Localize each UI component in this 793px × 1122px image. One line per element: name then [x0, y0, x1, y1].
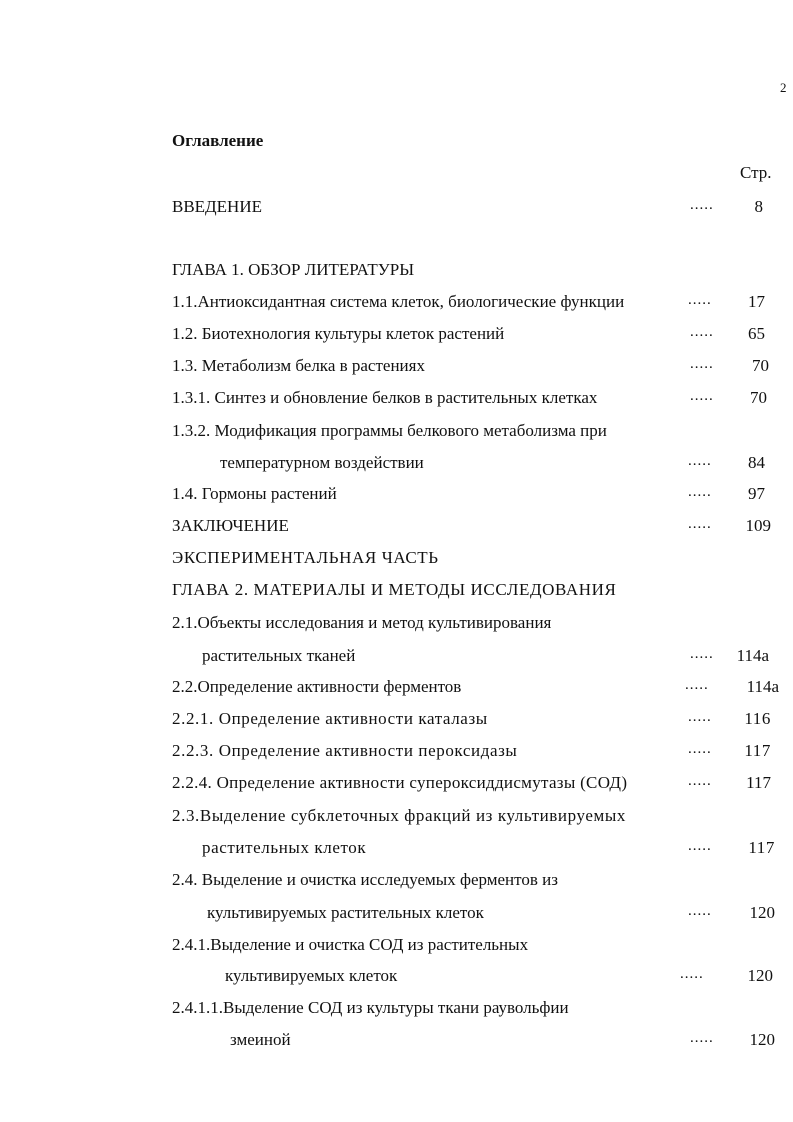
toc-entry: [0, 935, 793, 959]
toc-entry: [0, 292, 793, 316]
toc-entry: [0, 677, 793, 701]
page-number: 2: [780, 80, 787, 95]
toc-entry-page: 84: [748, 453, 765, 472]
toc-entry-leader: .....: [688, 453, 712, 469]
toc-entry-page: 70: [752, 356, 769, 375]
toc-entry-text: 1.3.2. Модификация программы белкового метаболизма при: [172, 421, 607, 440]
toc-entry: [0, 324, 793, 348]
toc-entry-text: ВВЕДЕНИЕ: [172, 197, 262, 216]
toc-entry-leader: .....: [688, 292, 712, 308]
toc-entry-text: 2.2.3. Определение активности пероксидазы: [172, 741, 518, 760]
toc-entry-leader: .....: [690, 356, 714, 372]
toc-entry: [0, 421, 793, 445]
toc-entry: [0, 870, 793, 894]
toc-entry: [0, 646, 793, 670]
toc-entry-leader: .....: [690, 388, 714, 404]
toc-entry-page: 116: [744, 709, 771, 728]
toc-entry-text: 2.2.1. Определение активности каталазы: [172, 709, 488, 728]
toc-entry-page: 97: [748, 484, 765, 503]
toc-entry-leader: .....: [688, 838, 712, 854]
toc-entry-page: 70: [750, 388, 767, 407]
toc-entry: [0, 260, 793, 284]
toc-entry-page: 8: [754, 197, 763, 216]
toc-entry-text: 1.3.1. Синтез и обновление белков в растительных клетках: [172, 388, 598, 407]
toc-entry: [0, 580, 793, 604]
toc-entry: [0, 838, 793, 862]
toc-entry-text: ЭКСПЕРИМЕНТАЛЬНАЯ ЧАСТЬ: [172, 548, 439, 567]
toc-entry-page: 114а: [736, 646, 769, 665]
toc-entry-leader: .....: [688, 903, 712, 919]
toc-entry-text: 2.4. Выделение и очистка исследуемых ферментов из: [172, 870, 558, 889]
toc-entry: [0, 741, 793, 765]
toc-entry-leader: .....: [688, 773, 712, 789]
toc-entry-text: 1.3. Метаболизм белка в растениях: [172, 356, 425, 375]
toc-entry-text: температурном воздействии: [220, 453, 424, 472]
toc-entry-text: 1.4. Гормоны растений: [172, 484, 337, 503]
toc-entry-leader: .....: [690, 324, 714, 340]
toc-entry-leader: .....: [688, 516, 712, 532]
toc-entry-text: культивируемых клеток: [225, 966, 398, 985]
toc-entry-text: 1.2. Биотехнология культуры клеток растений: [172, 324, 505, 343]
toc-entry-text: 2.2.Определение активности ферментов: [172, 677, 462, 696]
toc-entry-page: 117: [748, 838, 775, 857]
toc-entry-page: 120: [747, 966, 773, 985]
toc-entry-text: 1.1.Антиоксидантная система клеток, биологические функции: [172, 292, 625, 311]
toc-entry-text: 2.1.Объекты исследования и метод культивирования: [172, 613, 552, 632]
toc-entry: [0, 613, 793, 637]
toc-entry-leader: .....: [690, 646, 714, 662]
toc-entry-leader: .....: [688, 484, 712, 500]
toc-entry-leader: .....: [688, 709, 712, 725]
toc-entry-text: 2.2.4. Определение активности супероксиддисмутазы (СОД): [172, 773, 628, 792]
toc-entry-page: 65: [748, 324, 765, 343]
toc-entry: [0, 197, 793, 221]
toc-entry: [0, 548, 793, 572]
toc-entry-leader: .....: [685, 677, 709, 693]
toc-entry: [0, 903, 793, 927]
toc-entry-text: 2.3.Выделение субклеточных фракций из культивируемых: [172, 806, 627, 825]
toc-entry-text: 2.4.1.1.Выделение СОД из культуры ткани раувольфии: [172, 998, 569, 1017]
toc-entry: [0, 388, 793, 412]
toc-entry-text: ГЛАВА 2. МАТЕРИАЛЫ И МЕТОДЫ ИССЛЕДОВАНИЯ: [172, 580, 617, 599]
toc-entry-text: ЗАКЛЮЧЕНИЕ: [172, 516, 289, 535]
toc-entry: [0, 453, 793, 477]
toc-entry: [0, 966, 793, 990]
toc-entry: [0, 709, 793, 733]
toc-entry-text: растительных клеток: [202, 838, 367, 857]
toc-entry: [0, 484, 793, 508]
toc-entry-page: 117: [744, 741, 771, 760]
toc-entry: [0, 773, 793, 797]
toc-entry-page: 117: [746, 773, 771, 792]
toc-entry: [0, 1030, 793, 1054]
toc-entry-page: 109: [745, 516, 771, 535]
toc-entry-page: 17: [748, 292, 765, 311]
toc-entry: [0, 806, 793, 830]
page-column-label: Стр.: [740, 163, 772, 182]
toc-entry-leader: .....: [680, 966, 704, 982]
toc-entry-text: змеиной: [230, 1030, 291, 1049]
toc-entry-text: 2.4.1.Выделение и очистка СОД из растительных: [172, 935, 529, 954]
toc-entry-page: 114а: [746, 677, 779, 696]
toc-entry-text: растительных тканей: [202, 646, 356, 665]
toc-entry-page: 120: [749, 1030, 775, 1049]
toc-entry-page: 120: [749, 903, 775, 922]
toc-entry-text: культивируемых растительных клеток: [207, 903, 484, 922]
toc-entry: [0, 516, 793, 540]
toc-entry-text: ГЛАВА 1. ОБЗОР ЛИТЕРАТУРЫ: [172, 260, 415, 279]
toc-entry: [0, 998, 793, 1022]
toc-entry-leader: .....: [690, 1030, 714, 1046]
toc-entry-leader: .....: [688, 741, 712, 757]
toc-entry: [0, 356, 793, 380]
toc-entry-leader: .....: [690, 197, 714, 213]
toc-title: Оглавление: [172, 131, 264, 150]
